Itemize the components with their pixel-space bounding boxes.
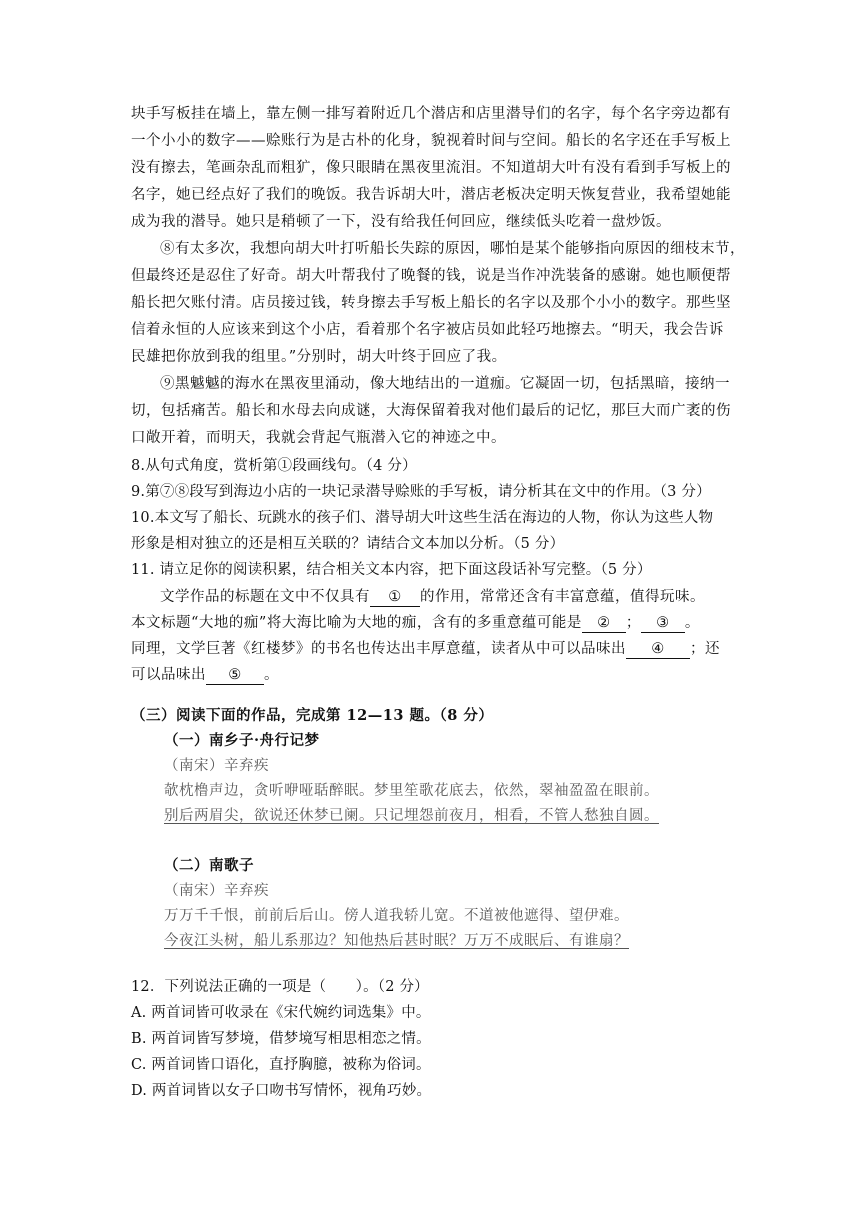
poem-2-title: （二）南歌子 <box>164 857 254 874</box>
story-line: 信着永恒的人应该来到这个小店，看着那个名字被店员如此轻巧地擦去。“明天，我会告诉 <box>131 322 724 338</box>
poem-1-author: （南宋）辛弃疾 <box>164 758 269 774</box>
option-b: B. 两首词皆写梦境，借梦境写相思相恋之情。 <box>131 1031 431 1047</box>
question-11: 11. 请立足你的阅读积累，结合相关文本内容，把下面这段话补写完整。（5 分） <box>131 562 652 578</box>
answer-blank-5[interactable]: ⑤ <box>206 666 264 685</box>
question-10-line: 10.本文写了船长、玩跳水的孩子们、潜导胡大叶这些生活在海边的人物，你认为这些人物 <box>131 510 714 526</box>
poem-1-title: （一）南乡子·舟行记梦 <box>164 732 320 749</box>
story-line: 切，包括痛苦。船长和水母去向成谜，大海保留着我对他们最后的记忆，那巨大而广袤的伤 <box>131 403 731 419</box>
poem-1-line: 欹枕橹声边，贪听咿哑聒醉眠。梦里笙歌花底去，依然，翠袖盈盈在眼前。 <box>164 783 659 799</box>
story-line: 口敞开着，而明天，我就会背起气瓶潜入它的神迹之中。 <box>131 430 506 446</box>
question-10-line: 形象是相对独立的还是相互关联的？请结合文本加以分析。（5 分） <box>131 536 565 552</box>
story-line: 没有擦去，笔画杂乱而粗犷，像只眼睛在黑夜里流泪。不知道胡大叶有没有看到手写板上的 <box>131 160 731 176</box>
question-9: 9.第⑦⑧段写到海边小店的一块记录潜导赊账的手写板，请分析其在文中的作用。（3 分） <box>131 484 711 500</box>
option-c: C. 两首词皆口语化，直抒胸臆，被称为俗词。 <box>131 1057 431 1073</box>
story-line: 一个小小的数字——赊账行为是古朴的化身，貌视着时间与空间。船长的名字还在手写板上 <box>131 133 731 149</box>
option-a: A. 两首词皆可收录在《宋代婉约词选集》中。 <box>131 1005 431 1021</box>
story-line: 块手写板挂在墙上，靠左侧一排写着附近几个潜店和店里潜导们的名字，每个名字旁边都有 <box>131 106 731 122</box>
poem-1-underlined-line: 别后两眉尖，欲说还休梦已阑。只记埋怨前夜月，相看，不管人愁独自圆。 <box>164 808 659 824</box>
story-line: 民雄把你放到我的组里。”分别时，胡大叶终于回应了我。 <box>131 349 507 365</box>
story-line: 成为我的潜导。她只是稍顿了一下，没有给我任何回应，继续低头吃着一盘炒饭。 <box>131 214 671 230</box>
story-line: 名字，她已经点好了我们的晚饭。我告诉胡大叶，潜店老板决定明天恢复营业，我希望她能 <box>131 187 731 203</box>
poem-2-line: 万万千千恨，前前后后山。傍人道我轿儿宽。不道被他遮得、望伊难。 <box>164 908 629 924</box>
question-12: 12．下列说法正确的一项是（ ）。（2 分） <box>131 979 429 995</box>
story-line: ⑧有太多次，我想向胡大叶打听船长失踪的原因，哪怕是某个能够指向原因的细枝末节， <box>160 241 745 257</box>
poem-2-underlined-line: 今夜江头树，船儿系那边？知他热后甚时眠？万万不成眠后、有谁扇？ <box>164 933 629 949</box>
fill-in-paragraph-line: 文学作品的标题在文中不仅具有 ① 的作用，常常还含有丰富意蕴，值得玩味。 <box>160 589 705 605</box>
fill-in-paragraph-line: 可以品味出 ⑤ 。 <box>131 667 279 683</box>
story-line: 船长把欠账付清。店员接过钱，转身擦去手写板上船长的名字以及那个小小的数字。那些坚 <box>131 295 731 311</box>
story-line: ⑨黑魆魆的海水在黑夜里涌动，像大地结出的一道痂。它凝固一切，包括黑暗，接纳一 <box>160 376 730 392</box>
poem-2-author: （南宋）辛弃疾 <box>164 883 269 899</box>
option-d: D. 两首词皆以女子口吻书写情怀，视角巧妙。 <box>131 1083 432 1099</box>
answer-blank-3[interactable]: ③ <box>641 614 685 633</box>
section-heading: （三）阅读下面的作品，完成第 12—13 题。（8 分） <box>131 707 494 724</box>
fill-in-paragraph-line: 同理，文学巨著《红楼梦》的书名也传达出丰厚意蕴，读者从中可以品味出 ④ ；还 <box>131 641 720 657</box>
story-line: 但最终还是忍住了好奇。胡大叶帮我付了晚餐的钱，说是当作冲洗装备的感谢。她也顺便帮 <box>131 268 731 284</box>
question-8: 8.从句式角度，赏析第①段画线句。（4 分） <box>131 458 417 474</box>
answer-blank-1[interactable]: ① <box>370 588 420 607</box>
answer-blank-2[interactable]: ② <box>582 614 626 633</box>
answer-blank-4[interactable]: ④ <box>626 640 690 659</box>
fill-in-paragraph-line: 本文标题“大地的痂”将大海比喻为大地的痂，含有的多重意蕴可能是 ② ； ③ 。 <box>131 615 700 631</box>
